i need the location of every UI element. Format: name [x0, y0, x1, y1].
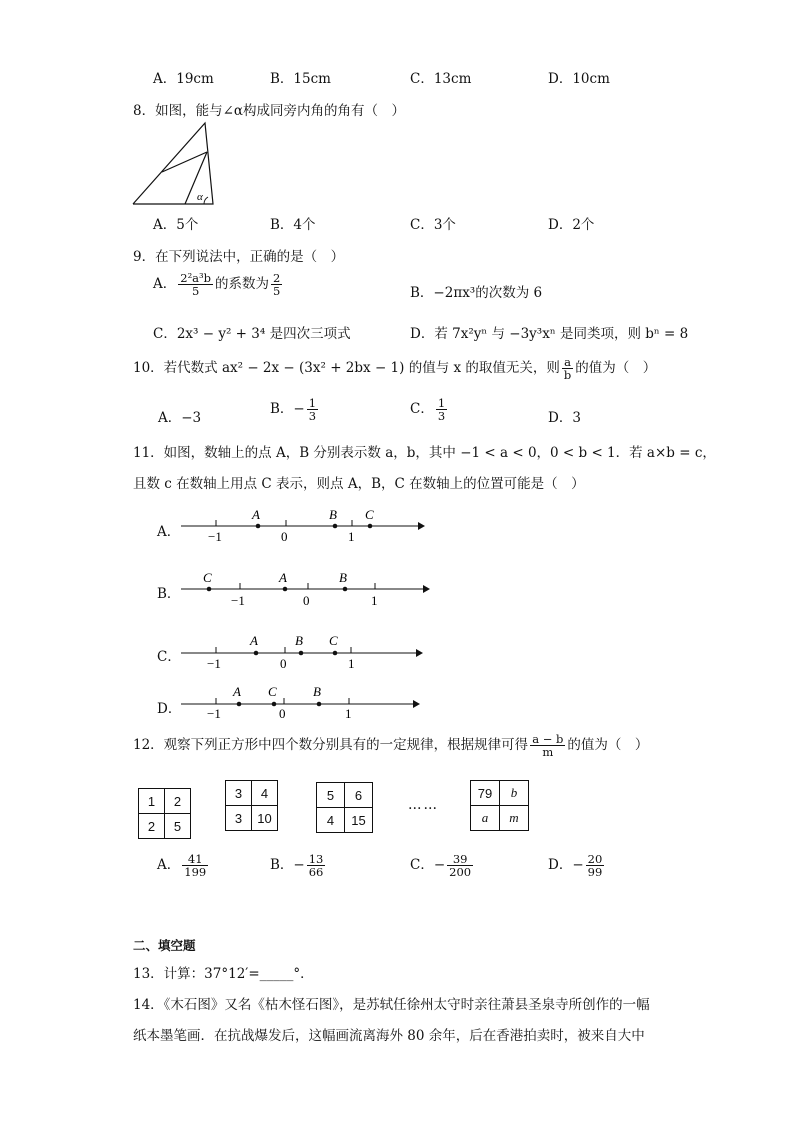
svg-text:A: A: [252, 507, 260, 522]
svg-text:B: B: [313, 684, 321, 699]
svg-text:−1: −1: [208, 529, 222, 544]
svg-text:C: C: [268, 684, 277, 699]
q11-line1: 11．如图，数轴上的点 A，B 分别表示数 a，b，其中 −1 < a < 0，0 < b < 1．若 a×b = c，: [133, 445, 716, 461]
svg-text:0: 0: [281, 529, 288, 544]
q9-option-d: D．若 7x²yⁿ 与 −3y³xⁿ 是同类项，则 bⁿ = 8: [410, 326, 689, 342]
q11-number-line-d: [178, 682, 428, 724]
q11-option-c-label: C．: [157, 649, 181, 665]
q8-option-a: A．5个: [153, 217, 199, 233]
q14-line1: 14．《木石图》又名《枯木怪石图》，是苏轼任徐州太守时亲往萧县圣泉寺所创作的一幅: [133, 997, 650, 1013]
svg-text:C: C: [203, 570, 212, 585]
q9-option-a: A． $\frac{\text{2²a³b}}{5}$ 的系数为 $\frac{2}{5}$: [153, 271, 281, 299]
q8-option-d: D．2个: [548, 217, 595, 233]
q9-option-c: C．2x³ − y² + 3⁴ 是四次三项式: [153, 326, 351, 342]
svg-text:C: C: [365, 507, 374, 522]
q11-line2: 且数 c 在数轴上用点 C 表示，则点 A，B，C 在数轴上的位置可能是（ ）: [133, 476, 585, 492]
svg-text:1: 1: [371, 593, 378, 608]
q7-option-c: C．13cm: [410, 71, 472, 87]
q10-option-a: A．−3: [158, 410, 202, 426]
q7-option-d: D．10cm: [548, 71, 610, 87]
square-last: 79 b a m: [470, 780, 529, 831]
svg-text:−1: −1: [207, 656, 221, 671]
svg-text:C: C: [329, 633, 338, 648]
q8-option-c: C．3个: [410, 217, 456, 233]
svg-text:A: A: [250, 633, 258, 648]
q9-option-b: B．−2πx³的次数为 6: [410, 285, 543, 301]
q7-option-b: B．15cm: [270, 71, 331, 87]
svg-text:B: B: [295, 633, 303, 648]
svg-text:B: B: [339, 570, 347, 585]
svg-text:1: 1: [348, 656, 355, 671]
q11-option-b-label: B．: [157, 586, 181, 602]
svg-text:−1: −1: [231, 593, 245, 608]
q10-stem: 10．若代数式 ax² − 2x − (3x² + 2bx − 1) 的值与 x 的取值无关，则 $\frac{a}{b}$ 的值为（ ）: [133, 355, 657, 383]
svg-text:1: 1: [345, 706, 352, 721]
square-3: 5 6 4 15: [316, 782, 373, 833]
q12-stem: 12．观察下列正方形中四个数分别具有的一定规律，根据规律可得 $\frac{a - b}{m}$ 的值为（ ）: [133, 732, 649, 760]
q8-figure: [130, 120, 220, 208]
svg-text:0: 0: [279, 706, 286, 721]
q12-option-c: C．− $\frac{39}{200}$: [410, 852, 472, 880]
svg-text:0: 0: [303, 593, 310, 608]
q9-stem: 9．在下列说法中，正确的是（ ）: [133, 249, 345, 265]
svg-text:−1: −1: [207, 706, 221, 721]
q13-stem: 13．计算：37°12′=_____°．: [133, 966, 314, 982]
q11-number-line-a: [178, 505, 428, 545]
q7-option-a: A．19cm: [153, 71, 214, 87]
q12-option-a: A． $\frac{41}{199}$: [157, 852, 207, 880]
square-1: 1 2 2 5: [138, 788, 191, 839]
svg-text:B: B: [329, 507, 337, 522]
q11-option-d-label: D．: [157, 701, 182, 717]
square-2: 3 4 3 10: [225, 780, 278, 831]
alpha-label: α: [197, 191, 203, 203]
svg-text:0: 0: [280, 656, 287, 671]
q12-option-b: B．− $\frac{13}{66}$: [270, 852, 324, 880]
q14-line2: 纸本墨笔画．在抗战爆发后，这幅画流离海外 80 余年，后在香港拍卖时，被来自大中: [133, 1028, 645, 1044]
q8-stem: 8．如图，能与∠α构成同旁内角的角有（ ）: [133, 103, 406, 119]
q8-option-b: B．4个: [270, 217, 316, 233]
q10-option-b: B．− $\frac{1}{3}$: [270, 396, 317, 424]
section-heading: 二、填空题: [133, 939, 196, 953]
svg-text:A: A: [233, 684, 241, 699]
q11-number-line-b: [178, 568, 433, 610]
svg-text:A: A: [279, 570, 287, 585]
q11-number-line-c: [178, 630, 428, 672]
q12-option-d: D．− $\frac{20}{99}$: [548, 852, 603, 880]
svg-text:1: 1: [348, 529, 355, 544]
q10-option-c: C． $\frac{1}{3}$: [410, 396, 446, 424]
sequence-dots: ……: [408, 797, 439, 813]
q10-option-d: D．3: [548, 410, 581, 426]
q11-option-a-label: A．: [157, 524, 181, 540]
